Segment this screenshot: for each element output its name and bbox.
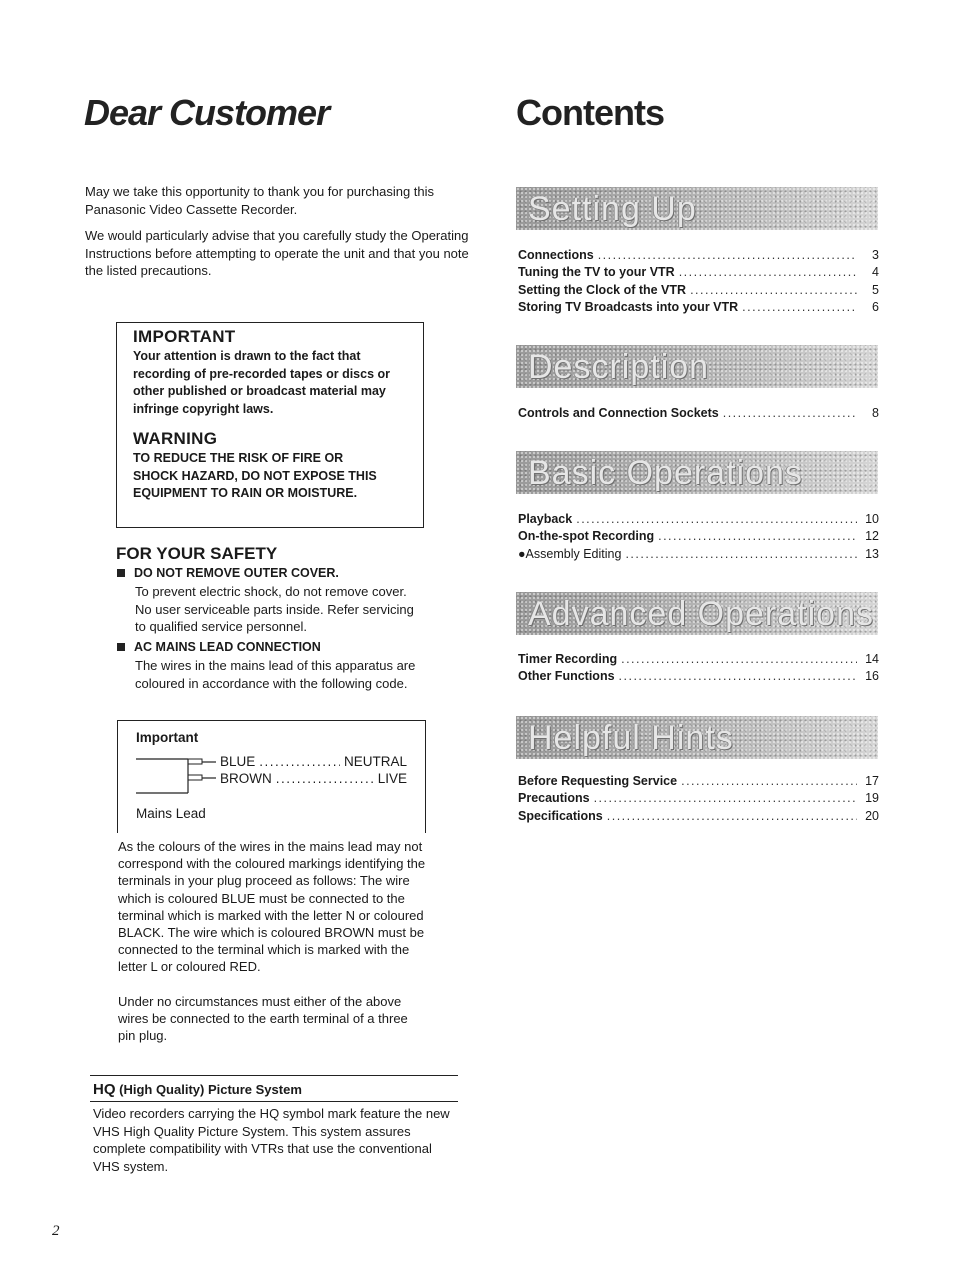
hq-bottom-rule (90, 1101, 458, 1102)
wire-row-brown: BROWN ..... LIVE (220, 771, 407, 786)
wire-row-blue: BLUE ..... NEUTRAL (220, 754, 407, 769)
banner-advanced-operations: Advanced Operations (516, 592, 878, 635)
toc-list-helpful-hints (518, 773, 879, 825)
bullet-square-icon (117, 643, 125, 651)
banner-helpful-hints: Helpful Hints (516, 716, 878, 759)
toc-list-advanced-operations (518, 651, 879, 686)
hq-top-rule (90, 1075, 458, 1076)
banner-description: Description (516, 345, 878, 388)
toc-item[interactable]: Controls and Connection Sockets ..... 8 (518, 405, 879, 422)
toc-list-basic-operations (518, 511, 879, 563)
bullet-square-icon (117, 569, 125, 577)
toc-list-description (518, 405, 879, 422)
banner-basic-operations: Basic Operations (516, 451, 878, 494)
safety-item-1-heading: DO NOT REMOVE OUTER COVER. (117, 566, 339, 580)
contents-title: Contents (516, 92, 664, 133)
toc-list-setting-up (518, 247, 879, 316)
toc-item[interactable]: Other Functions ..... 16 (518, 668, 879, 685)
safety-item-1-text: To prevent electric shock, do not remove cover. No user serviceable parts inside. Refer servicing to qualified service personnel. (135, 584, 414, 634)
safety-heading: FOR YOUR SAFETY (116, 544, 278, 563)
hq-heading: HQ (High Quality) Picture System (93, 1081, 302, 1098)
wire-box-heading: Important (136, 730, 199, 745)
toc-item[interactable]: Playback ..... 10 (518, 511, 879, 528)
important-text: Your attention is drawn to the fact that recording of pre-recorded tapes or discs or other published or broadcast material may infringe copyright laws. (133, 349, 391, 416)
toc-item[interactable]: ●Assembly Editing ..... 13 (518, 546, 879, 563)
toc-item[interactable]: Storing TV Broadcasts into your VTR ..... 6 (518, 299, 879, 316)
intro-paragraph-2: We would particularly advise that you carefully study the Operating Instructions before attempting to operate the unit and that you note the listed precautions. (85, 228, 469, 278)
wire-instructions: As the colours of the wires in the mains lead may not correspond with the coloured markings identifying the terminals in your plug proceed as follows: The wire which is coloured BLUE must be connected to the terminal which is marked with the letter N or coloured BLACK. The wire which is coloured BROWN must be connected to the terminal which is marked with the letter L or coloured RED. (118, 839, 426, 975)
toc-item[interactable]: Setting the Clock of the VTR ..... 5 (518, 282, 879, 299)
important-box (116, 322, 424, 528)
page-title-dear-customer: Dear Customer (84, 92, 330, 133)
toc-item[interactable]: Before Requesting Service ..... 17 (518, 773, 879, 790)
mains-lead-plug-icon (136, 753, 222, 795)
wire-warning: Under no circumstances must either of the above wires be connected to the earth terminal of a three pin plug. (118, 994, 408, 1044)
hq-text: Video recorders carrying the HQ symbol mark feature the new VHS High Quality Picture System. This system assures complete compatibility with VTRs that use the conventional VHS system. (93, 1106, 450, 1174)
safety-item-2-heading: AC MAINS LEAD CONNECTION (117, 640, 321, 654)
toc-item[interactable]: Specifications ..... 20 (518, 808, 879, 825)
intro-paragraph-1: May we take this opportunity to thank you for purchasing this Panasonic Video Cassette Recorder. (85, 184, 435, 217)
toc-item[interactable]: Timer Recording ..... 14 (518, 651, 879, 668)
toc-item[interactable]: On-the-spot Recording ..... 12 (518, 528, 879, 545)
toc-item[interactable]: Connections ..... 3 (518, 247, 879, 264)
wire-code-box (117, 720, 426, 833)
safety-item-2-text: The wires in the mains lead of this apparatus are coloured in accordance with the following code. (135, 658, 416, 691)
banner-setting-up: Setting Up (516, 187, 878, 230)
toc-item[interactable]: Tuning the TV to your VTR ..... 4 (518, 264, 879, 281)
warning-text: TO REDUCE THE RISK OF FIRE OR SHOCK HAZARD, DO NOT EXPOSE THIS EQUIPMENT TO RAIN OR MOISTURE. (133, 451, 377, 500)
warning-heading: WARNING (133, 429, 218, 448)
toc-item[interactable]: Precautions ..... 19 (518, 790, 879, 807)
important-heading: IMPORTANT (133, 327, 236, 346)
page-number: 2 (52, 1223, 60, 1239)
mains-lead-caption: Mains Lead (136, 806, 206, 821)
